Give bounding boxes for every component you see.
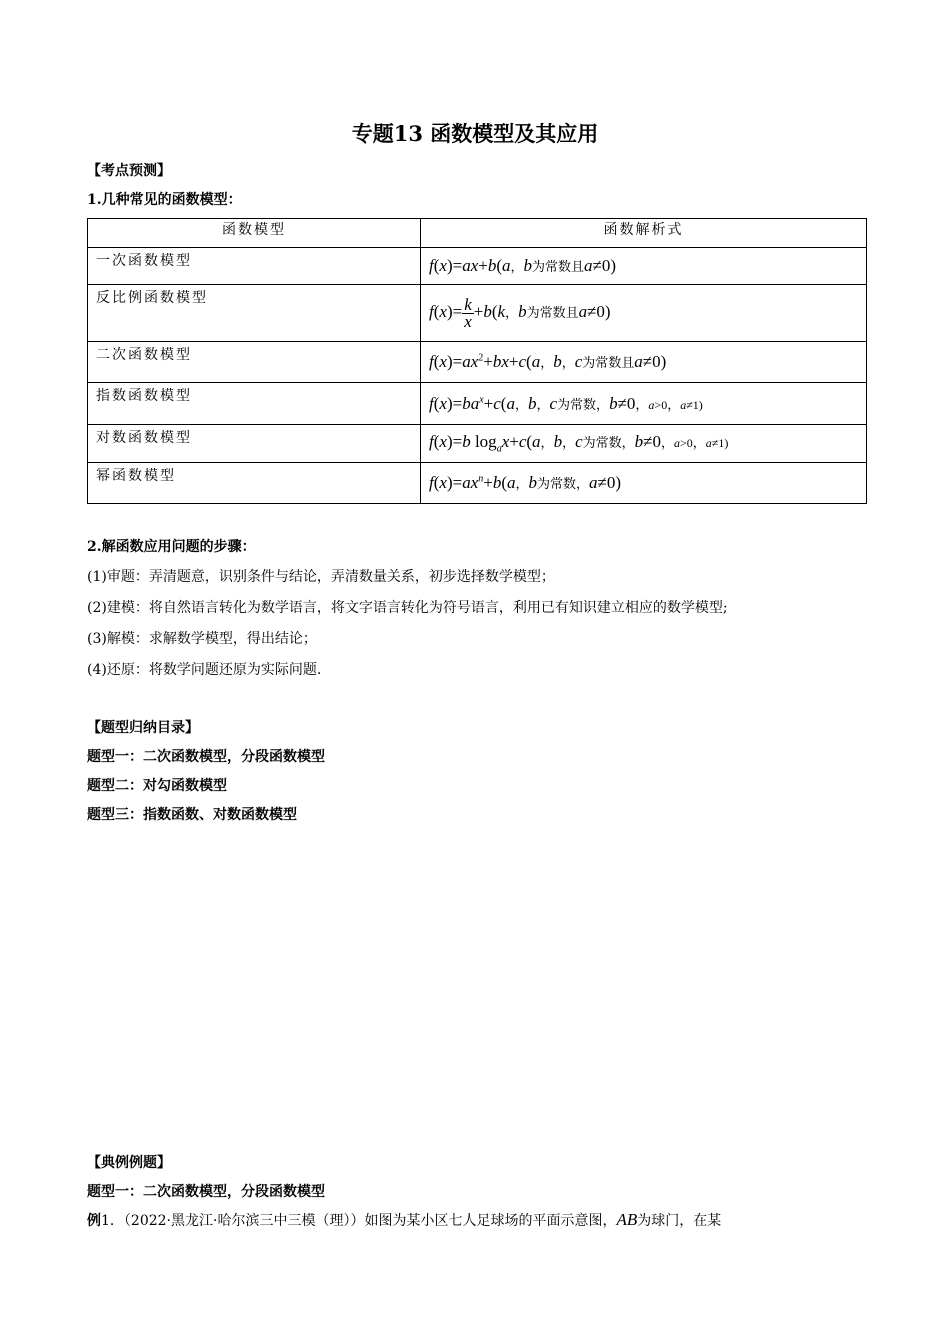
subheading-solving-steps: 2.解函数应用问题的步骤： — [87, 539, 256, 555]
formula-quadratic: $f(x)=ax^2+bx+c(a$，b，c为常数且a≠0) — [429, 352, 667, 371]
model-formula — [421, 463, 867, 504]
table-header-formula: 函数解析式 — [421, 219, 867, 248]
section-heading-catalog: 【题型归纳目录】 — [87, 720, 199, 736]
catalog-item: 题型一：二次函数模型，分段函数模型 — [87, 749, 325, 765]
model-formula — [421, 342, 867, 383]
example-text-b: 为球门，在某 — [637, 1213, 722, 1229]
table-row — [88, 383, 867, 425]
step-item: (4)还原：将数学问题还原为实际问题. — [87, 662, 322, 678]
example-number: 1． — [101, 1213, 124, 1229]
page-title: 专题13 函数模型及其应用 — [351, 121, 599, 146]
model-name: 指数函数模型 — [88, 383, 421, 425]
formula-exponential: $f(x)=ba^x+c(a$，b，c为常数，b≠0，a>0，a≠1) — [429, 393, 703, 413]
step-item: (1)审题：弄清题意，识别条件与结论，弄清数量关系，初步选择数学模型； — [87, 569, 555, 585]
example-math-ab: AB — [616, 1210, 638, 1229]
section-heading-forecast: 【考点预测】 — [87, 163, 171, 179]
model-name: 对数函数模型 — [88, 425, 421, 463]
formula-linear: f(x)=ax+b(a，b为常数且a≠0) — [429, 256, 617, 275]
table-header-row — [88, 219, 867, 248]
example-1-text — [87, 1210, 721, 1230]
formula-inverse: f(x)= $\frac{k}{x}$ +b(k，b为常数且a≠0) — [429, 294, 611, 331]
catalog-item: 题型三：指数函数、对数函数模型 — [87, 807, 297, 823]
table-row — [88, 342, 867, 383]
example-text-a: （2022·黑龙江·哈尔滨三中三模（理））如图为某小区七人足球场的平面示意图， — [123, 1213, 617, 1229]
subheading-function-models: 1.几种常见的函数模型： — [87, 192, 242, 208]
model-name: 二次函数模型 — [88, 342, 421, 383]
model-name: 一次函数模型 — [88, 248, 421, 285]
table-row — [88, 425, 867, 463]
model-name: 幂函数模型 — [88, 463, 421, 504]
example-label: 例 — [87, 1213, 101, 1229]
step-item: (2)建模：将自然语言转化为数学语言，将文字语言转化为符号语言，利用已有知识建立相应的数学模型; — [87, 600, 728, 616]
table-row — [88, 285, 867, 342]
formula-power: $f(x)=ax^n+b(a$，b为常数，a≠0) — [429, 473, 622, 492]
model-formula — [421, 248, 867, 285]
model-formula — [421, 425, 867, 463]
function-model-table — [87, 218, 867, 504]
table-header-model: 函数模型 — [88, 219, 421, 248]
formula-logarithmic: f(x)=b $\log_ax+c(a$，b，c为常数，b≠0，a>0，a≠1) — [429, 432, 729, 455]
model-name: 反比例函数模型 — [88, 285, 421, 342]
section-heading-examples: 【典例例题】 — [87, 1155, 171, 1171]
catalog-item: 题型二：对勾函数模型 — [87, 778, 227, 794]
table-row — [88, 463, 867, 504]
table-row — [88, 248, 867, 285]
model-formula — [421, 383, 867, 425]
example-type-heading: 题型一：二次函数模型，分段函数模型 — [87, 1184, 325, 1200]
model-formula — [421, 285, 867, 342]
step-item: (3)解模：求解数学模型，得出结论； — [87, 631, 317, 647]
